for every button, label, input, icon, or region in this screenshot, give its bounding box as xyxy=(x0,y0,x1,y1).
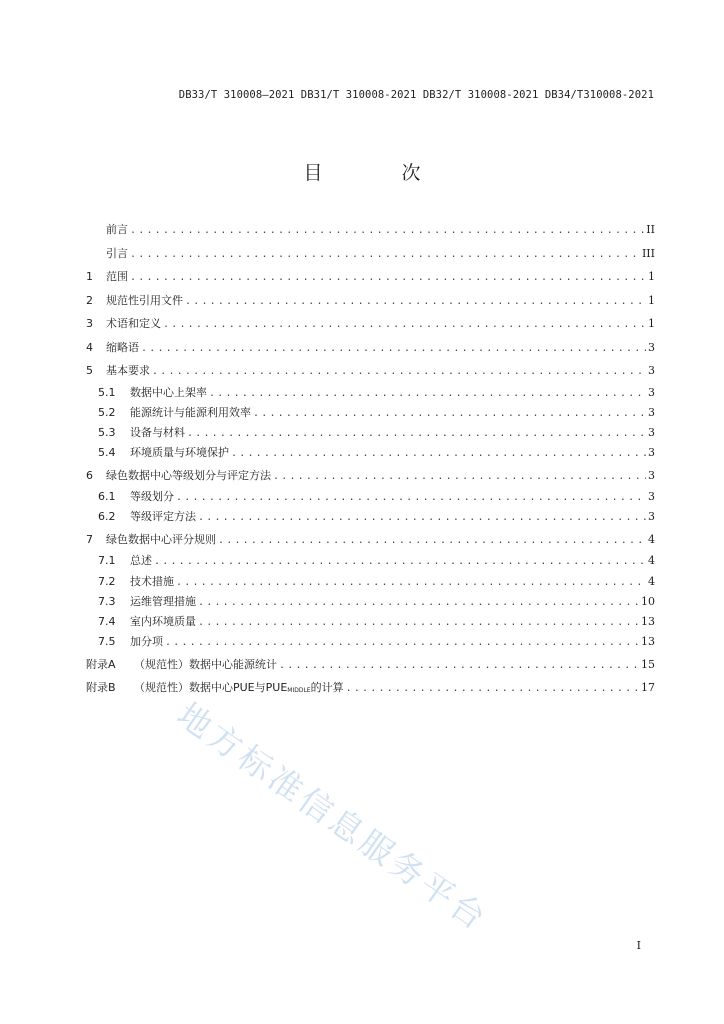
toc-entry-basic-requirements[interactable] xyxy=(86,359,655,383)
toc-entry-label: 等级划分 xyxy=(130,490,174,504)
toc-entry-number: 7.5 xyxy=(98,635,116,649)
table-of-contents xyxy=(86,218,655,700)
toc-entry-abbreviations[interactable] xyxy=(86,336,655,360)
toc-entry-appendix-b[interactable] xyxy=(86,676,655,700)
toc-entry-number: 6.2 xyxy=(98,510,116,524)
toc-leader-dots xyxy=(141,337,646,361)
toc-entry-page: 1 xyxy=(648,270,655,283)
toc-leader-dots xyxy=(279,654,639,678)
toc-entry-6-1[interactable] xyxy=(86,487,655,507)
toc-entry-page: 3 xyxy=(648,405,655,419)
toc-entry-page: II xyxy=(646,223,655,236)
toc-entry-terms-definitions[interactable] xyxy=(86,312,655,336)
toc-leader-dots xyxy=(165,633,639,653)
toc-entry-page: 3 xyxy=(648,490,655,504)
toc-leader-dots xyxy=(187,424,646,444)
toc-entry-number: 附录A xyxy=(86,657,116,671)
toc-entry-number: 2 xyxy=(86,293,93,307)
toc-title: 目 次 xyxy=(303,162,451,184)
toc-entry-number: 1 xyxy=(86,270,93,283)
toc-entry-label: 等级评定方法 xyxy=(130,510,196,524)
header-standard-codes: DB33/T 310008—2021 DB31/T 310008-2021 DB32/T 310008-2021 DB34/T310008-2021 xyxy=(178,89,654,101)
toc-entry-page: 10 xyxy=(641,594,655,608)
toc-entry-label xyxy=(134,676,344,703)
toc-entry-label: 总述 xyxy=(130,554,152,568)
toc-entry-page: 17 xyxy=(641,681,655,695)
toc-entry-number: 附录B xyxy=(86,681,116,695)
toc-entry-page: 13 xyxy=(641,615,655,629)
toc-leader-dots xyxy=(231,444,646,464)
toc-entry-page: III xyxy=(641,246,655,260)
toc-entry-page: 3 xyxy=(648,426,655,440)
toc-leader-dots xyxy=(209,384,646,404)
toc-entry-label: 绿色数据中心等级划分与评定方法 xyxy=(106,468,271,482)
toc-leader-dots xyxy=(163,313,646,337)
toc-entry-normative-references[interactable] xyxy=(86,289,655,313)
toc-entry-label: 术语和定义 xyxy=(106,317,161,330)
toc-leader-dots xyxy=(152,360,646,384)
toc-entry-page: 15 xyxy=(641,657,655,671)
toc-leader-dots xyxy=(154,552,646,572)
toc-entry-number: 7.4 xyxy=(98,615,116,629)
toc-entry-number: 5.4 xyxy=(98,446,116,460)
toc-leader-dots xyxy=(130,219,644,243)
toc-entry-6-2[interactable] xyxy=(86,507,655,527)
toc-entry-scope[interactable] xyxy=(86,265,655,289)
toc-entry-label: 运维管理措施 xyxy=(130,594,196,608)
toc-entry-5-4[interactable] xyxy=(86,443,655,463)
toc-leader-dots xyxy=(198,593,639,613)
toc-entry-page: 1 xyxy=(648,293,655,307)
toc-entry-number: 6.1 xyxy=(98,490,116,504)
toc-entry-5-2[interactable] xyxy=(86,403,655,423)
toc-entry-number: 5.1 xyxy=(98,385,116,399)
toc-entry-number: 7 xyxy=(86,532,93,546)
toc-entry-label: 环境质量与环境保护 xyxy=(130,446,229,460)
toc-entry-label: 室内环境质量 xyxy=(130,615,196,629)
toc-leader-dots xyxy=(198,613,639,633)
toc-leader-dots xyxy=(253,404,646,424)
toc-entry-label-subscript: MIDDLE xyxy=(287,687,311,695)
toc-entry-number: 5.3 xyxy=(98,426,116,440)
toc-leader-dots xyxy=(273,465,646,489)
toc-entry-label: 能源统计与能源利用效率 xyxy=(130,405,251,419)
toc-entry-number: 5.2 xyxy=(98,405,116,419)
toc-leader-dots xyxy=(185,290,646,314)
toc-entry-page: 4 xyxy=(648,532,655,546)
toc-entry-label-main: （规范性）数据中心PUE与PUE xyxy=(134,681,288,695)
toc-entry-page: 3 xyxy=(648,510,655,524)
toc-entry-label: 数据中心上架率 xyxy=(130,385,207,399)
toc-entry-5-1[interactable] xyxy=(86,383,655,403)
toc-entry-number: 3 xyxy=(86,317,93,330)
toc-entry-page: 4 xyxy=(648,574,655,588)
toc-entry-label: 引言 xyxy=(106,246,128,260)
toc-entry-scoring-rules[interactable] xyxy=(86,528,655,552)
toc-entry-label: 绿色数据中心评分规则 xyxy=(106,532,216,546)
toc-leader-dots xyxy=(176,488,646,508)
toc-entry-7-4[interactable] xyxy=(86,612,655,632)
toc-entry-page: 1 xyxy=(648,317,655,330)
watermark-text: 地方标准信息服务平台 xyxy=(170,694,496,940)
toc-entry-page: 13 xyxy=(641,635,655,649)
toc-entry-7-1[interactable] xyxy=(86,551,655,571)
toc-entry-page: 3 xyxy=(648,446,655,460)
toc-entry-grading[interactable] xyxy=(86,464,655,488)
toc-entry-label: 前言 xyxy=(106,223,128,236)
toc-leader-dots xyxy=(198,508,646,528)
toc-entry-number: 6 xyxy=(86,468,93,482)
toc-leader-dots xyxy=(130,243,640,267)
toc-leader-dots xyxy=(130,266,646,290)
toc-entry-5-3[interactable] xyxy=(86,423,655,443)
page-number: I xyxy=(636,939,641,952)
toc-entry-label: 基本要求 xyxy=(106,364,150,377)
toc-entry-label-tail: 的计算 xyxy=(310,681,344,695)
toc-entry-page: 3 xyxy=(648,468,655,482)
toc-entry-appendix-a[interactable] xyxy=(86,653,655,677)
toc-entry-number: 7.2 xyxy=(98,574,116,588)
toc-entry-foreword[interactable] xyxy=(86,218,655,242)
toc-entry-label: 设备与材料 xyxy=(130,426,185,440)
toc-entry-label: （规范性）数据中心能源统计 xyxy=(134,657,277,671)
toc-entry-introduction[interactable] xyxy=(86,242,655,266)
toc-entry-label: 加分项 xyxy=(130,635,163,649)
toc-entry-label: 缩略语 xyxy=(106,340,139,354)
toc-entry-number: 7.3 xyxy=(98,594,116,608)
toc-entry-page: 3 xyxy=(648,385,655,399)
toc-entry-number: 5 xyxy=(86,364,93,377)
toc-entry-7-3[interactable] xyxy=(86,592,655,612)
toc-entry-page: 3 xyxy=(648,340,655,354)
toc-entry-label: 范围 xyxy=(106,270,128,283)
toc-entry-page: 4 xyxy=(648,554,655,568)
toc-entry-7-5[interactable] xyxy=(86,632,655,652)
toc-entry-label: 技术措施 xyxy=(130,574,174,588)
toc-entry-7-2[interactable] xyxy=(86,572,655,592)
toc-leader-dots xyxy=(176,573,646,593)
toc-entry-number: 4 xyxy=(86,340,93,354)
toc-entry-label: 规范性引用文件 xyxy=(106,293,183,307)
toc-entry-number: 7.1 xyxy=(98,554,116,568)
toc-leader-dots xyxy=(218,529,646,553)
toc-entry-page: 3 xyxy=(648,364,655,377)
toc-leader-dots xyxy=(346,677,639,701)
